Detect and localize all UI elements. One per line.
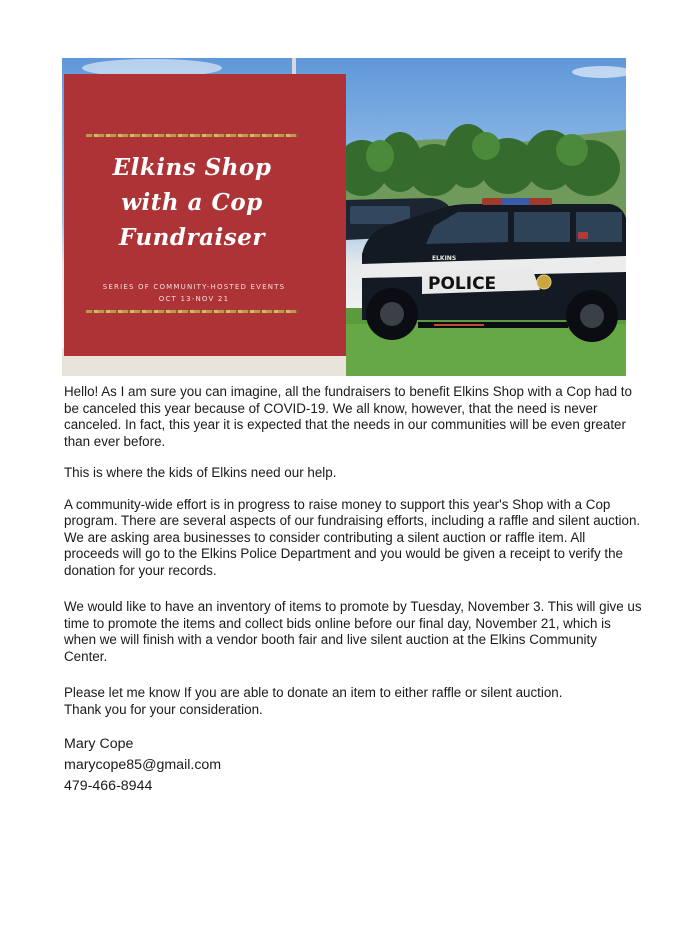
flyer-title-panel: [64, 74, 346, 356]
signature-phone: 479-466-8944: [64, 778, 153, 794]
paragraph-kids-help: This is where the kids of Elkins need our help.: [64, 465, 337, 480]
flyer-series-text: SERIES OF COMMUNITY-HOSTED EVENTS: [102, 283, 286, 291]
flyer-title-line-2: with a Cop: [121, 189, 263, 216]
paragraph-inventory-deadline: We would like to have an inventory of items to promote by Tuesday, November 3. This will give us time to promote the items and collect bids online before our final day, November 21, which is when we will finish with a vendor booth fair and live silent auction at the Elkins Community Center.: [64, 599, 642, 664]
top-decorative-rule: [86, 134, 298, 137]
signature-block: [64, 734, 642, 797]
closing-thanks: Thank you for your consideration.: [64, 701, 263, 717]
flyer-subtitle: [78, 281, 310, 305]
signature-name: Mary Cope: [64, 736, 134, 752]
bottom-decorative-rule: [86, 310, 298, 313]
door-police-text: POLICE: [428, 274, 497, 294]
paragraph-intro: Hello! As I am sure you can imagine, all the fundraisers to benefit Elkins Shop with a Cop had to be canceled this year because of COVID-19. We all know, however, that the need is never canceled. In fact, this year it is expected that the needs in our communities will be even greater than ever before.: [64, 384, 632, 449]
closing-request: Please let me know If you are able to donate an item to either raffle or silent auction.: [64, 685, 563, 700]
flyer-title-line-1: Elkins Shop: [112, 154, 272, 181]
flyer-dates: OCT 13-NOV 21: [158, 295, 230, 303]
paragraph-closing: [64, 685, 642, 718]
header-banner: [62, 58, 626, 376]
vehicle-elkins-text: ELKINS: [432, 255, 457, 262]
flyer-title-line-3: Fundraiser: [119, 224, 265, 251]
paragraph-community-effort: A community-wide effort is in progress to raise money to support this year's Shop with a Cop program. There are several aspects of our fundraising efforts, including a raffle and silent auction. We are asking area businesses to consider contributing a silent auction or raffle item. All proceeds will go to the Elkins Police Department and you would be given a receipt to verify the donation for your records.: [64, 496, 641, 578]
signature-email: marycope85@gmail.com: [64, 757, 222, 773]
letter-body: [64, 384, 642, 797]
flyer-title: [84, 150, 300, 255]
